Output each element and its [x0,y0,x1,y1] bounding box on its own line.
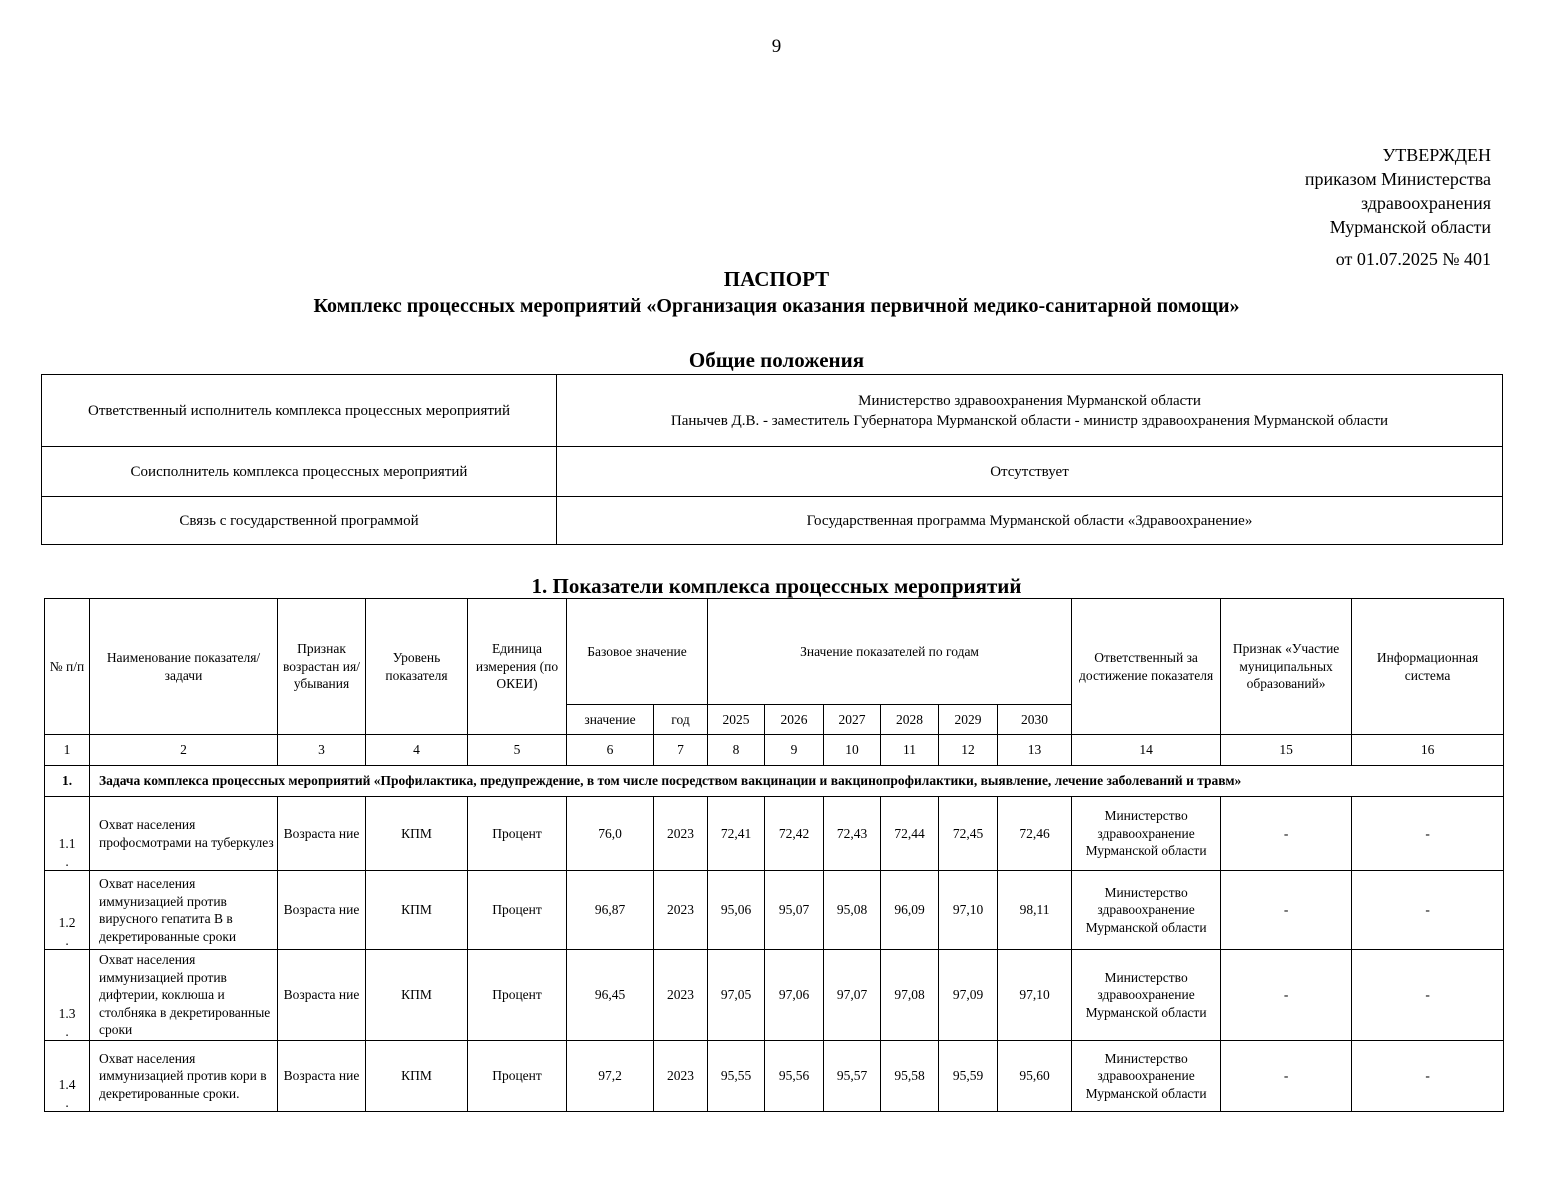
column-number: 6 [567,735,654,766]
column-number: 15 [1221,735,1352,766]
indicator-municipal: - [1221,950,1352,1041]
header-level: Уровень показателя [366,599,468,735]
task-text: Задача комплекса процессных мероприятий «Профилактика, предупреждение, в том числе посредством вакцинации и вакцинопрофилактики, выявление, лечение заболеваний и травм» [90,766,1504,797]
header-responsible: Ответственный за достижение показателя [1072,599,1221,735]
indicator-base-year: 2023 [654,797,708,871]
column-number: 12 [939,735,998,766]
indicator-year-value: 95,60 [998,1041,1072,1112]
indicator-sign: Возраста ние [278,871,366,950]
general-label: Ответственный исполнитель комплекса процессных мероприятий [42,375,557,447]
indicator-level: КПМ [366,1041,468,1112]
indicator-base-year: 2023 [654,871,708,950]
task-row [45,766,1504,797]
indicator-system: - [1352,871,1504,950]
approval-stamp [1305,143,1491,271]
column-number: 2 [90,735,278,766]
general-value-line: Министерство здравоохранения Мурманской области [858,392,1201,409]
indicator-year-value: 97,06 [765,950,824,1041]
indicator-num: 1.2 . [45,871,90,950]
indicator-name: Охват населения иммунизацией против дифтерии, коклюша и столбняка в декретированные сроки [90,950,278,1041]
header-year: 2030 [998,705,1072,735]
column-number: 7 [654,735,708,766]
column-number: 8 [708,735,765,766]
indicator-year-value: 97,09 [939,950,998,1041]
general-label: Связь с государственной программой [42,497,557,545]
indicator-year-value: 72,45 [939,797,998,871]
indicator-year-value: 72,41 [708,797,765,871]
indicator-row [45,950,1504,1041]
indicator-level: КПМ [366,797,468,871]
general-table [41,374,1503,545]
indicators-section-heading: 1. Показатели комплекса процессных мероприятий [531,574,1022,598]
header-year: 2027 [824,705,881,735]
general-section-heading: Общие положения [688,348,865,372]
general-value [557,447,1503,497]
column-number: 9 [765,735,824,766]
column-number: 5 [468,735,567,766]
indicator-name: Охват населения иммунизацией против вирусного гепатита В в декретированные сроки [90,871,278,950]
general-value [557,375,1503,447]
indicator-base-year: 2023 [654,950,708,1041]
general-value [557,497,1503,545]
indicator-unit: Процент [468,797,567,871]
column-number: 14 [1072,735,1221,766]
indicator-level: КПМ [366,950,468,1041]
header-year: 2025 [708,705,765,735]
indicator-year-value: 72,42 [765,797,824,871]
indicator-system: - [1352,797,1504,871]
general-value-line: Отсутствует [990,463,1069,480]
header-num: № п/п [45,599,90,735]
indicator-year-value: 95,07 [765,871,824,950]
indicator-responsible: Министерство здравоохранение Мурманской области [1072,1041,1221,1112]
approval-line: здравоохранения [1360,193,1491,213]
indicator-row [45,871,1504,950]
general-row [42,447,1503,497]
header-base-value: значение [567,705,654,735]
indicators-table [44,598,1504,1112]
indicator-num: 1.1 . [45,797,90,871]
document-subtitle: Комплекс процессных мероприятий «Организация оказания первичной медико-санитарной помощи» [313,295,1240,317]
header-base: Базовое значение [567,599,708,705]
general-label: Соисполнитель комплекса процессных мероприятий [42,447,557,497]
header-system: Информационная система [1352,599,1504,735]
indicator-num: 1.3 . [45,950,90,1041]
general-row [42,375,1503,447]
header-year: 2026 [765,705,824,735]
header-municipal: Признак «Участие муниципальных образований» [1221,599,1352,735]
task-num: 1. [45,766,90,797]
indicator-unit: Процент [468,950,567,1041]
header-sign: Признак возрастан ия/ убывания [278,599,366,735]
indicator-unit: Процент [468,871,567,950]
indicator-base-value: 96,87 [567,871,654,950]
column-number: 1 [45,735,90,766]
column-number: 4 [366,735,468,766]
indicator-year-value: 97,07 [824,950,881,1041]
indicator-responsible: Министерство здравоохранение Мурманской области [1072,871,1221,950]
header-year: 2029 [939,705,998,735]
approval-line: приказом Министерства [1304,169,1491,189]
indicator-year-value: 95,56 [765,1041,824,1112]
indicator-sign: Возраста ние [278,1041,366,1112]
indicator-year-value: 97,10 [939,871,998,950]
indicator-level: КПМ [366,871,468,950]
indicator-year-value: 95,06 [708,871,765,950]
header-unit: Единица измерения (по ОКЕИ) [468,599,567,735]
indicator-year-value: 95,59 [939,1041,998,1112]
indicator-name: Охват населения иммунизацией против кори в декретированные сроки. [90,1041,278,1112]
approval-line: Мурманской области [1329,217,1491,237]
indicator-municipal: - [1221,1041,1352,1112]
indicator-year-value: 95,58 [881,1041,939,1112]
indicator-year-value: 98,11 [998,871,1072,950]
approval-line: УТВЕРЖДЕН [1382,145,1491,165]
column-number: 11 [881,735,939,766]
indicator-year-value: 97,05 [708,950,765,1041]
document-title: ПАСПОРТ [723,267,830,291]
page-number: 9 [771,36,782,57]
column-number: 10 [824,735,881,766]
indicator-year-value: 96,09 [881,871,939,950]
indicator-base-value: 96,45 [567,950,654,1041]
column-number: 16 [1352,735,1504,766]
indicator-responsible: Министерство здравоохранение Мурманской области [1072,797,1221,871]
indicator-year-value: 97,08 [881,950,939,1041]
indicator-base-value: 97,2 [567,1041,654,1112]
indicator-row [45,1041,1504,1112]
column-numbers-row [45,735,1504,766]
header-name: Наименование показателя/задачи [90,599,278,735]
indicator-municipal: - [1221,797,1352,871]
indicator-unit: Процент [468,1041,567,1112]
general-value-line: Государственная программа Мурманской области «Здравоохранение» [806,512,1253,529]
column-number: 13 [998,735,1072,766]
indicator-year-value: 72,44 [881,797,939,871]
indicator-row [45,797,1504,871]
indicator-sign: Возраста ние [278,797,366,871]
indicator-year-value: 72,43 [824,797,881,871]
indicator-sign: Возраста ние [278,950,366,1041]
approval-order: от 01.07.2025 № 401 [1335,249,1491,269]
indicator-system: - [1352,950,1504,1041]
column-number: 3 [278,735,366,766]
indicator-base-value: 76,0 [567,797,654,871]
indicator-base-year: 2023 [654,1041,708,1112]
indicator-year-value: 72,46 [998,797,1072,871]
general-row [42,497,1503,545]
indicator-municipal: - [1221,871,1352,950]
general-value-line: Панычев Д.В. - заместитель Губернатора Мурманской области - министр здравоохранения Мурманской области [670,412,1389,429]
header-base-year: год [654,705,708,735]
indicator-year-value: 95,57 [824,1041,881,1112]
indicator-year-value: 95,55 [708,1041,765,1112]
header-year: 2028 [881,705,939,735]
indicator-responsible: Министерство здравоохранение Мурманской области [1072,950,1221,1041]
indicator-year-value: 97,10 [998,950,1072,1041]
indicator-num: 1.4 . [45,1041,90,1112]
indicator-year-value: 95,08 [824,871,881,950]
header-by-years: Значение показателей по годам [708,599,1072,705]
indicator-system: - [1352,1041,1504,1112]
indicator-name: Охват населения профосмотрами на туберкулез [90,797,278,871]
